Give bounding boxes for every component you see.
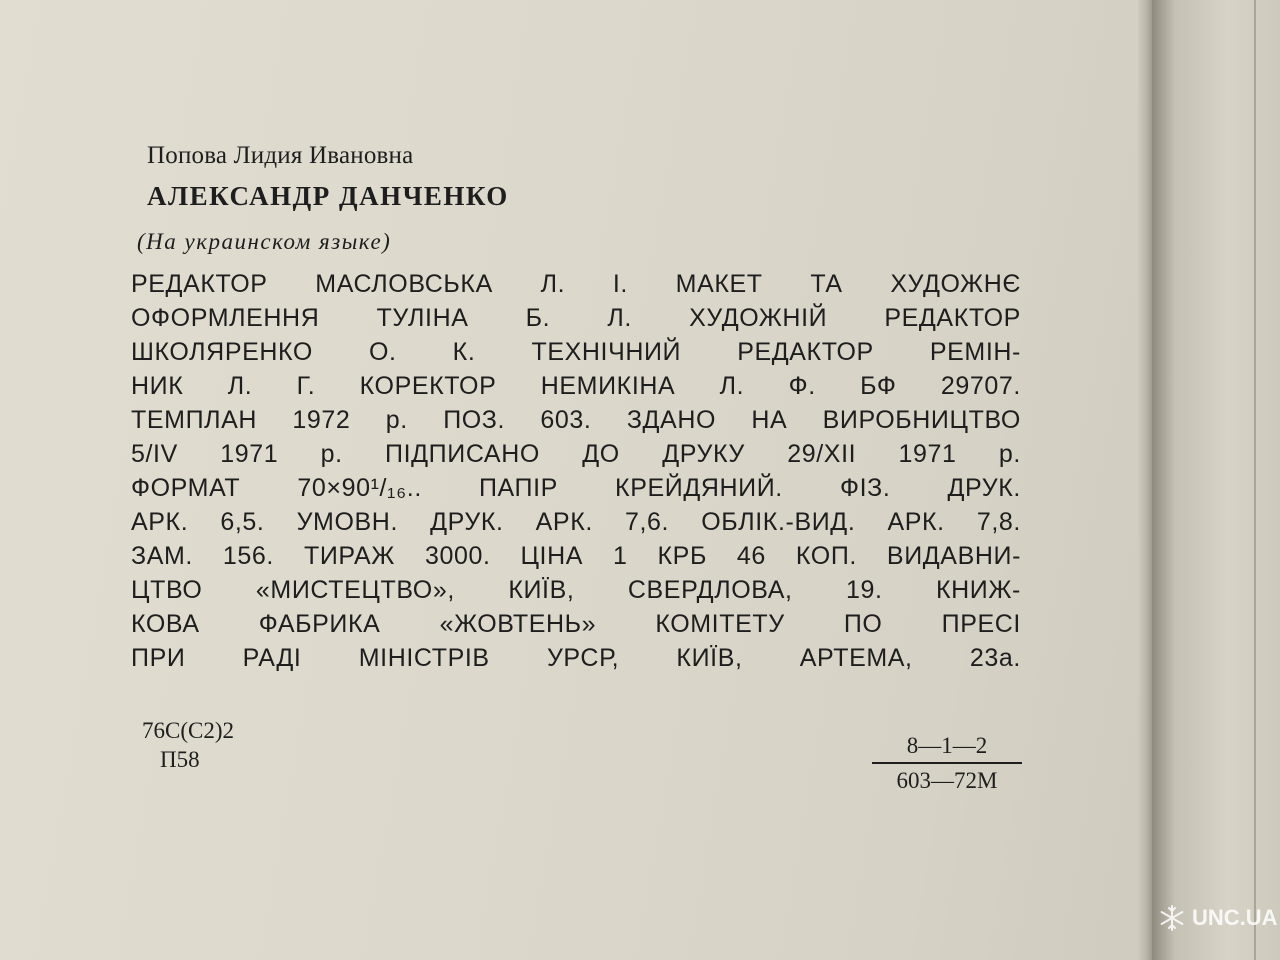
author-name: Попова Лидия Ивановна bbox=[147, 142, 414, 169]
imprint-line: ЗАМ. 156. ТИРАЖ 3000. ЦІНА 1 КРБ 46 КОП. ВИДАВНИ- bbox=[131, 542, 1021, 570]
imprint-line: ТЕМПЛАН 1972 р. ПОЗ. 603. ЗДАНО НА ВИРОБНИЦТВО bbox=[131, 406, 1021, 434]
watermark-text: UNC.UA bbox=[1192, 905, 1278, 930]
imprint-line: ОФОРМЛЕННЯ ТУЛІНА Б. Л. ХУДОЖНІЙ РЕДАКТОР bbox=[131, 304, 1021, 332]
classification-code: 76С(С2)2 bbox=[142, 718, 234, 743]
imprint-line: ФОРМАТ 70×90¹/₁₆.. ПАПІР КРЕЙДЯНИЙ. ФІЗ. ДРУК. bbox=[131, 474, 1021, 502]
imprint-line: АРК. 6,5. УМОВН. ДРУК. АРК. 7,6. ОБЛІК.-ВИД. АРК. 7,8. bbox=[131, 508, 1021, 536]
book-gutter bbox=[1152, 0, 1280, 960]
imprint-line: ЦТВО «МИСТЕЦТВО», КИЇВ, СВЕРДЛОВА, 19. КНИЖ- bbox=[131, 576, 1021, 604]
imprint-block bbox=[131, 270, 1021, 678]
page-edge bbox=[1138, 0, 1152, 960]
index-code: П58 bbox=[160, 747, 200, 772]
imprint-line: ПРИ РАДІ МІНІСТРІВ УРСР, КИЇВ, АРТЕМА, 23а. bbox=[131, 644, 1021, 672]
imprint-line: РЕДАКТОР МАСЛОВСЬКА Л. І. МАКЕТ ТА ХУДОЖНЄ bbox=[131, 270, 1021, 298]
book-title: АЛЕКСАНДР ДАНЧЕНКО bbox=[147, 181, 509, 211]
imprint-line: 5/IV 1971 р. ПІДПИСАНО ДО ДРУКУ 29/XII 1971 р. bbox=[131, 440, 1021, 468]
next-page-edge bbox=[1254, 0, 1256, 960]
fraction-denominator: 603—72М bbox=[896, 768, 998, 793]
snowflake-logo-icon bbox=[1158, 904, 1186, 932]
imprint-line: КОВА ФАБРИКА «ЖОВТЕНЬ» КОМІТЕТУ ПО ПРЕСІ bbox=[131, 610, 1021, 638]
site-watermark bbox=[1158, 904, 1278, 932]
imprint-line: НИК Л. Г. КОРЕКТОР НЕМИКІНА Л. Ф. БФ 29707. bbox=[131, 372, 1021, 400]
fraction-numerator: 8—1—2 bbox=[872, 733, 1022, 764]
print-code-fraction bbox=[872, 733, 1022, 794]
imprint-line: ШКОЛЯРЕНКО О. К. ТЕХНІЧНИЙ РЕДАКТОР РЕМІН- bbox=[131, 338, 1021, 366]
language-note: (На украинском языке) bbox=[137, 229, 392, 254]
